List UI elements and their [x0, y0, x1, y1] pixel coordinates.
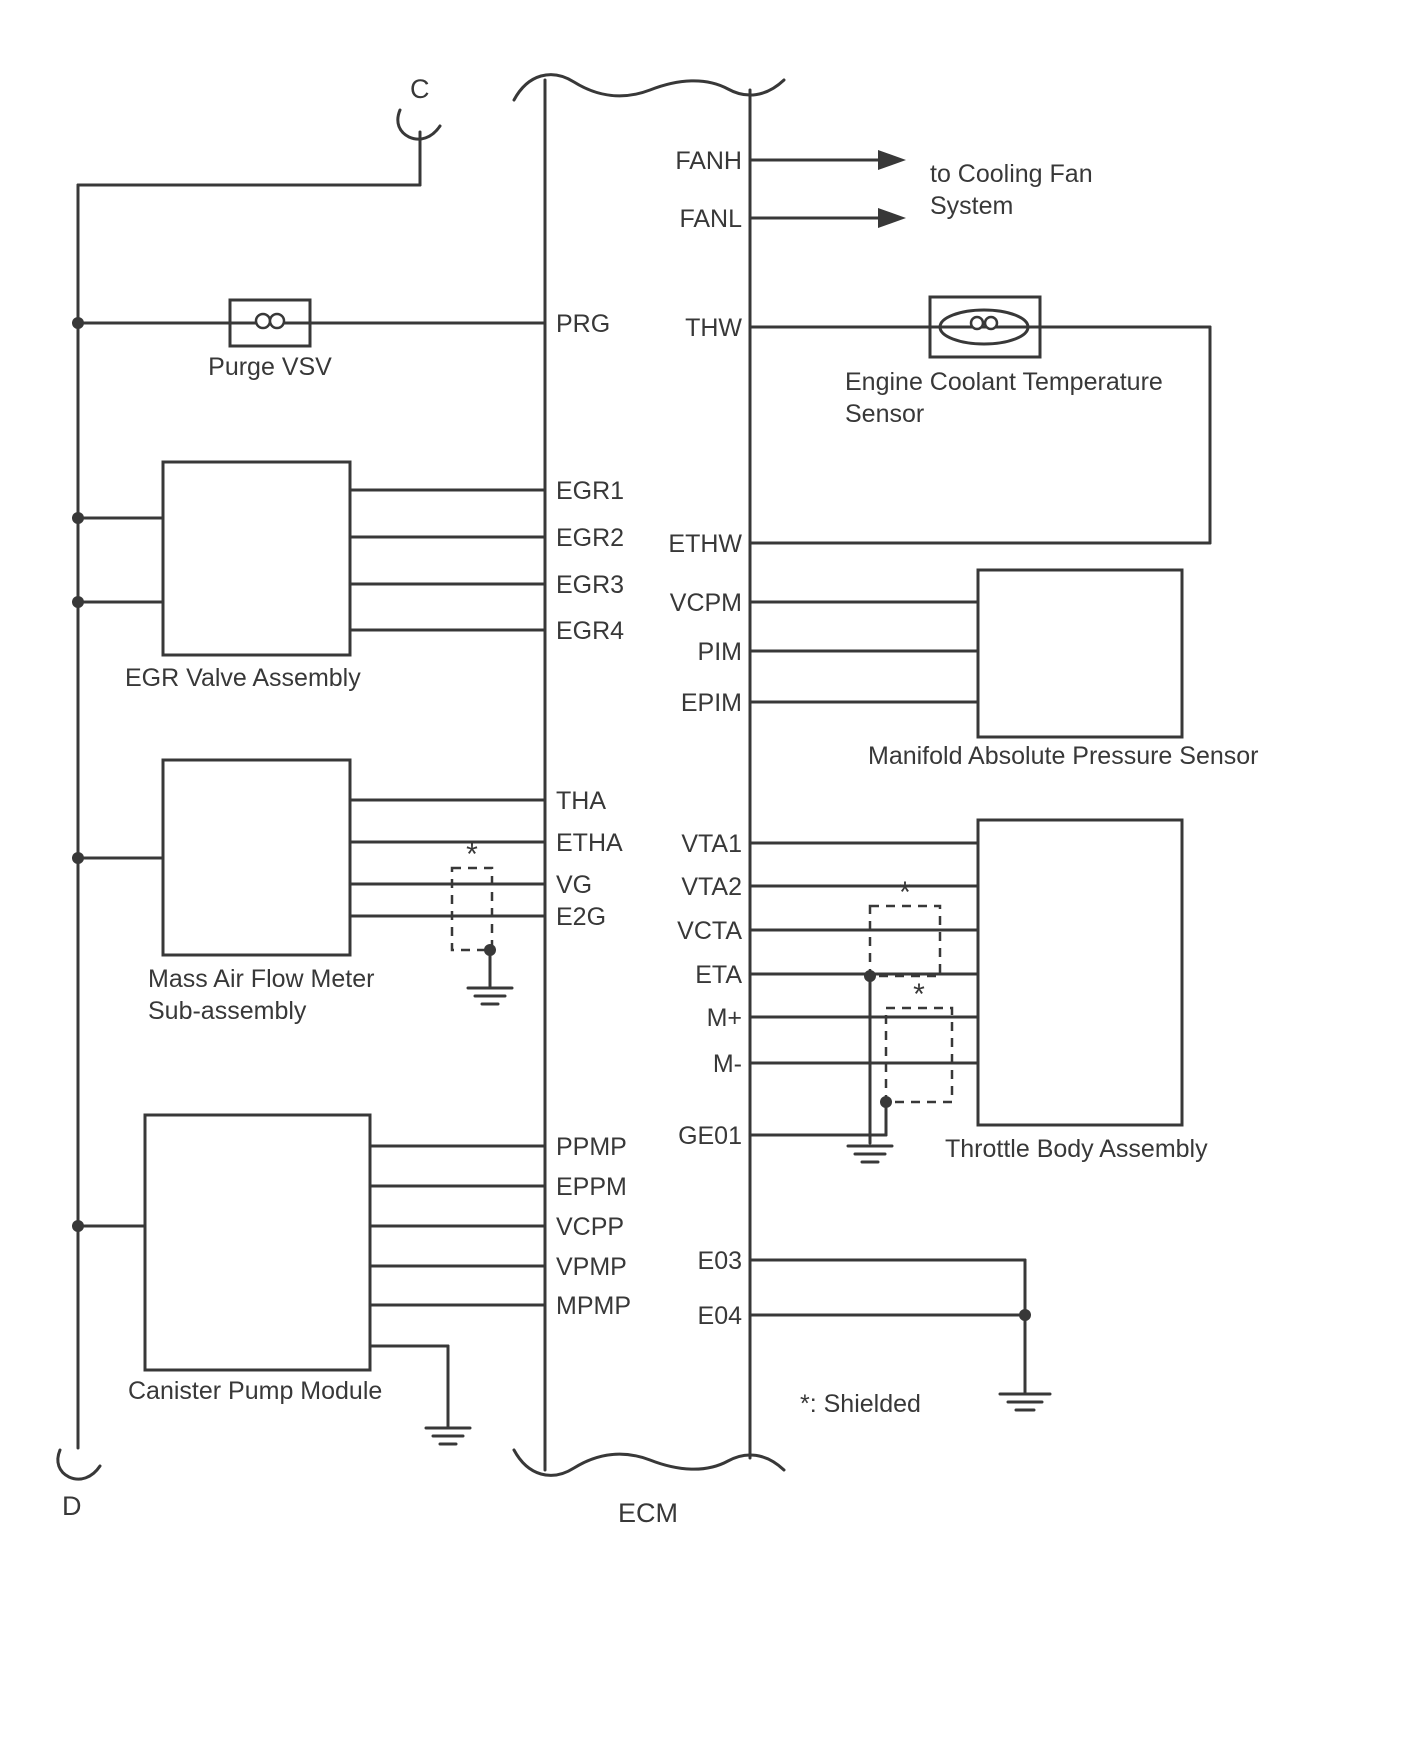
shield-note-label: *: Shielded	[800, 1390, 921, 1418]
ecm-ground-branch	[750, 1260, 1050, 1410]
pin-label-m-plus: M+	[706, 1004, 742, 1032]
canister-pump-label: Canister Pump Module	[128, 1377, 383, 1405]
connector-d-label: D	[62, 1491, 82, 1521]
throttle-body-box	[978, 820, 1182, 1125]
pin-label-ethw: ETHW	[668, 530, 742, 558]
pin-label-fanh: FANH	[675, 147, 742, 175]
shield-box-vcta-eta	[870, 906, 940, 976]
purge-vsv-label: Purge VSV	[208, 353, 332, 381]
pin-label-vta2: VTA2	[681, 873, 742, 901]
junction-dot	[72, 596, 84, 608]
maf-box	[163, 760, 350, 955]
pin-label-pim: PIM	[697, 638, 742, 666]
junction-dot	[72, 852, 84, 864]
maf-label-line2: Sub-assembly	[148, 997, 307, 1025]
egr-valve-branch	[78, 462, 545, 655]
coil-icon	[985, 317, 997, 329]
junction-dot	[72, 1220, 84, 1232]
junction-dots	[72, 317, 1031, 1321]
ect-sensor-label-line2: Sensor	[845, 400, 925, 428]
pin-label-thw: THW	[685, 314, 742, 342]
pin-label-vcpp: VCPP	[556, 1213, 625, 1241]
pin-label-m-minus: M-	[712, 1050, 742, 1078]
shield-star-maf: *	[466, 838, 478, 871]
junction-dot	[1019, 1309, 1031, 1321]
connector-c-label: C	[410, 74, 430, 104]
cooling-fan-label-line2: System	[930, 192, 1014, 220]
pin-label-prg: PRG	[556, 310, 611, 338]
pin-label-eppm: EPPM	[556, 1173, 627, 1201]
junction-dot	[72, 512, 84, 524]
map-sensor-box	[978, 570, 1182, 737]
pin-label-ge01: GE01	[678, 1122, 742, 1150]
ecm-bottom-torn-edge	[514, 1450, 784, 1475]
junction-dot	[72, 317, 84, 329]
shield-box-motor	[886, 1008, 952, 1102]
pin-label-vg: VG	[556, 871, 593, 899]
junction-dot	[880, 1096, 892, 1108]
pin-label-vcta: VCTA	[677, 917, 742, 945]
pin-label-egr3: EGR3	[556, 571, 625, 599]
shield-star-vcta-eta: *	[899, 876, 911, 909]
junction-dot	[484, 944, 496, 956]
egr-valve-label: EGR Valve Assembly	[125, 664, 361, 692]
ecm-body	[514, 75, 784, 1476]
left-bus-wiring	[58, 110, 440, 1479]
shield-star-motor: *	[913, 978, 925, 1011]
cooling-fan-label-line1: to Cooling Fan	[930, 160, 1093, 188]
coil-icon	[971, 317, 983, 329]
connector-d-break-icon	[58, 1450, 100, 1479]
pin-label-vpmp: VPMP	[556, 1253, 627, 1281]
maf-label-line1: Mass Air Flow Meter	[148, 965, 375, 993]
pin-label-egr1: EGR1	[556, 477, 625, 505]
throttle-body-label: Throttle Body Assembly	[945, 1135, 1208, 1163]
pin-label-ppmp: PPMP	[556, 1133, 627, 1161]
coil-icon	[270, 314, 284, 328]
pin-label-vta1: VTA1	[681, 830, 742, 858]
pin-label-fanl: FANL	[679, 205, 742, 233]
map-sensor-label: Manifold Absolute Pressure Sensor	[868, 742, 1259, 770]
ecm-top-torn-edge	[514, 75, 784, 100]
ect-sensor-label-line1: Engine Coolant Temperature	[845, 368, 1163, 396]
canister-pump-box	[145, 1115, 370, 1370]
pin-label-mpmp: MPMP	[556, 1292, 631, 1320]
pin-label-egr2: EGR2	[556, 524, 625, 552]
pin-label-vcpm: VCPM	[669, 589, 742, 617]
pin-label-e04: E04	[697, 1302, 742, 1330]
ecm-label: ECM	[618, 1498, 678, 1528]
pin-label-tha: THA	[556, 787, 606, 815]
shield-box-maf	[452, 868, 492, 950]
arrow-right-icon	[878, 208, 906, 228]
pin-label-etha: ETHA	[556, 829, 623, 857]
pin-label-epim: EPIM	[680, 689, 742, 717]
arrow-right-icon	[878, 150, 906, 170]
pin-label-egr4: EGR4	[556, 617, 625, 645]
egr-valve-box	[163, 462, 350, 655]
pin-label-eta: ETA	[695, 961, 742, 989]
purge-vsv-branch	[78, 300, 545, 346]
throttle-body-branch	[750, 820, 1182, 1162]
pin-label-e03: E03	[697, 1247, 742, 1275]
pin-label-e2g: E2G	[556, 903, 607, 931]
ect-sensor-branch	[750, 297, 1210, 543]
cooling-fan-outputs	[750, 150, 906, 228]
junction-dot	[864, 970, 876, 982]
map-sensor-branch	[750, 570, 1182, 737]
coil-icon	[256, 314, 270, 328]
